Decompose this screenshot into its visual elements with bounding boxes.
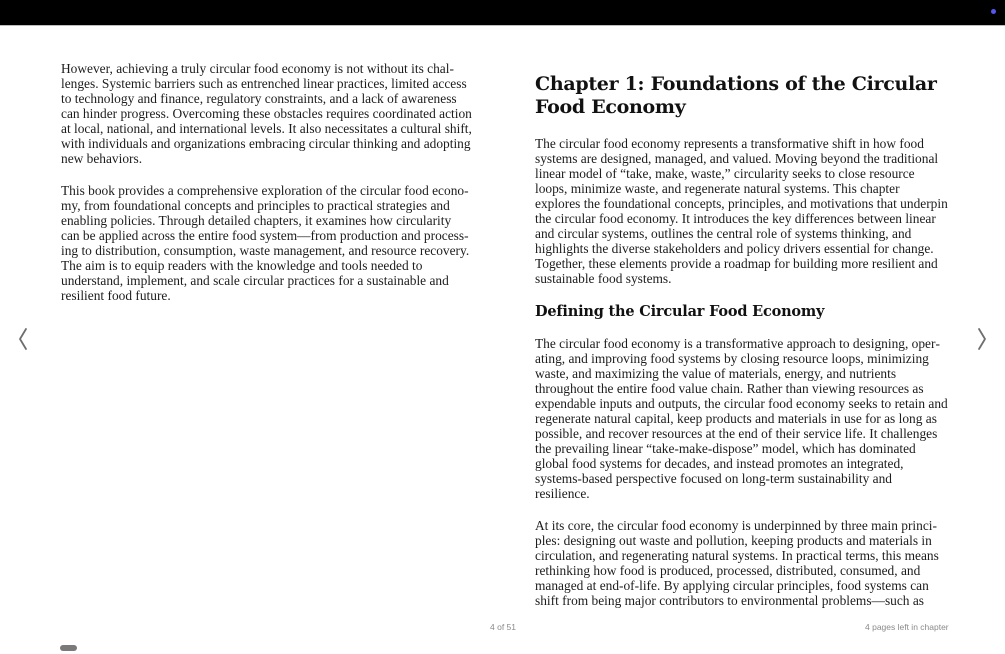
status-indicator-dot: [991, 9, 996, 14]
pages-left-in-chapter: 4 pages left in chapter: [865, 622, 949, 632]
chevron-right-icon: [976, 327, 988, 351]
previous-page-button[interactable]: [13, 322, 33, 356]
top-bar: [0, 0, 1005, 26]
paragraph: However, achieving a truly circular food economy is not without its challenges. Systemic barriers such as entrenched linear practices, limited access to technology and finance, regulatory constraints, and a lack of awareness can hinder progress. Overcoming these obstacles requires coordinated action at local, national, and international levels. It also necessitates a cultural shift, with individuals and organizations embracing circular thinking and adopting new behaviors.: [61, 61, 472, 166]
next-page-button[interactable]: [972, 322, 992, 356]
section-heading: Defining the Circular Food Economy: [535, 303, 825, 320]
page-counter: 4 of 51: [490, 622, 516, 632]
left-page: [61, 61, 473, 320]
chapter-intro-paragraph: The circular food economy represents a transformative shift in how food systems are designed, managed, and valued. Moving beyond the traditional linear model of “take, make, waste,” circularity seeks to close resource loops, minimize waste, and regenerate natural systems. This chapter explores the foundational concepts, principles, and motivations that underpin the circular food economy. It introduces the key differences between linear and circular systems, outlines the central role of systems thinking, and highlights the diverse stakeholders and policy drivers essential for change. Together, these elements provide a roadmap for building more resilient and sustainable food systems.: [535, 136, 948, 286]
right-page: [535, 73, 948, 625]
page-scrubber-handle[interactable]: [60, 645, 77, 651]
paragraph: At its core, the circular food economy is underpinned by three main principles: designing out waste and pollution, keeping products and materials in circulation, and regenerating natural systems. In practical terms, this means rethinking how food is produced, processed, distributed, consumed, and managed at end-of-life. By applying circular principles, food systems can shift from being major contributors to environmental problems—such as: [535, 518, 939, 608]
chapter-title: Chapter 1: Foundations of the Circular Food Economy: [535, 73, 937, 118]
paragraph: This book provides a comprehensive exploration of the circular food economy, from foundational concepts and principles to practical strategies and enabling policies. Through detailed chapters, it examines how circularity can be applied across the entire food system—from production and processing to distribution, consumption, waste management, and resource recovery. The aim is to equip readers with the knowledge and tools needed to understand, implement, and scale circular practices for a sustainable and resilient food future.: [61, 183, 470, 303]
chevron-left-icon: [17, 327, 29, 351]
paragraph: The circular food economy is a transformative approach to designing, operating, and improving food systems by closing resource loops, minimizing waste, and maximizing the value of materials, energy, and nutrients throughout the entire food value chain. Rather than viewing resources as expendable inputs and outputs, the circular food economy seeks to retain and regenerate natural capital, keep products and materials in use for as long as possible, and recover resources at the end of their service life. It challenges the prevailing linear “take-make-dispose” model, which has dominated global food systems for decades, and instead promotes an integrated, systems-based perspective focused on long-term sustainability and resilience.: [535, 336, 948, 501]
